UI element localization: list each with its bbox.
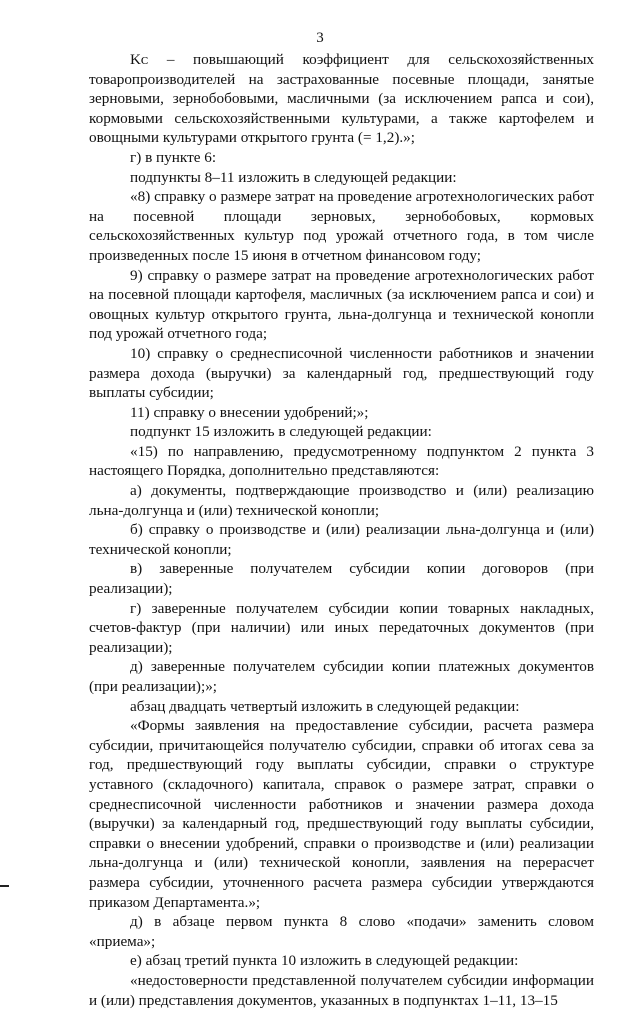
paragraph-item-d: д) в абзаце первом пункта 8 слово «подачи» заменить словом «приема»; — [89, 913, 594, 950]
paragraph-subitem-10: 10) справку о среднесписочной численности работников и значении размера дохода (выручки) за календарный год, предшествующий году выплаты субсидии; — [89, 344, 594, 402]
page-number: 3 — [316, 30, 324, 46]
paragraph-subitem-9: 9) справку о размере затрат на проведение агротехнологических работ на посевной площади картофеля, масличных (за исключением рапса и сои) и овощных культур открытого грунта, льна-долгунца и технической конопли под урожай отчетного года; — [89, 266, 594, 343]
paragraph-abzac-24: абзац двадцать четвертый изложить в следующей редакции: — [130, 697, 520, 715]
paragraph-subitem-15: «15) по направлению, предусмотренному подпунктом 2 пункта 3 настоящего Порядка, дополнительно представляются: — [89, 442, 594, 480]
paragraph-forms: «Формы заявления на предоставление субсидии, расчета размера субсидии, причитающейся получателю субсидии, справки об итогах сева за год, предшествующий году выплаты субсидии, справки о структуре уставного (складочного) капитала, справок о размере затрат, справки о среднесписочной численности работников и значении размера дохода (выручки) за календарный год, предшествующий году выплаты субсидии, справки о внесении удобрений, справки о производстве и (или) реализации льна-долгунца и (или) технической конопли, заявления на перерасчет размера субсидии, уточненного расчета размера субсидии утверждаются приказом Департамента.»; — [89, 717, 594, 911]
paragraph-list-d: д) заверенные получателем субсидии копии платежных документов (при реализации);»; — [89, 658, 594, 695]
scan-edge-mark — [0, 885, 9, 887]
paragraph-list-g: г) заверенные получателем субсидии копии товарных накладных, счетов-фактур (при наличии) или иных передаточных документов (при реализации); — [89, 599, 594, 656]
paragraph-nedostovernosti: «недостоверности представленной получателем субсидии информации и (или) представления документов, указанных в подпунктах 1–11, 13–15 — [89, 971, 594, 1009]
paragraph-item-e: е) абзац третий пункта 10 изложить в следующей редакции: — [130, 952, 519, 970]
paragraph-subitem-8: «8) справку о размере затрат на проведение агротехнологических работ на посевной площади зерновых, зернобобовых, кормовых сельскохозяйственных культур под урожай отчетного года, в том числе произведенных после 15 июня в отчетном финансовом году; — [89, 188, 594, 264]
paragraph-list-b: б) справку о производстве и (или) реализации льна-долгунца и (или) технической конопли; — [89, 521, 594, 558]
paragraph-list-v: в) заверенные получателем субсидии копии договоров (при реализации); — [89, 560, 594, 598]
document-body — [89, 50, 594, 1010]
paragraph-list-a: а) документы, подтверждающие производство и (или) реализацию льна-долгунца и (или) технической конопли; — [89, 482, 594, 519]
paragraph-coefficient-kc: Kᴄ – повышающий коэффициент для сельскохозяйственных товаропроизводителей на застрахованные посевные площади, занятые зерновыми, зернобобовыми, масличными (за исключением рапса и сои), кормовыми сельскохозяйственными культурами, а также картофелем и овощными культурами открытого грунта (= 1,2).»; — [89, 51, 594, 147]
paragraph-item-g: г) в пункте 6: — [130, 148, 217, 166]
paragraph-subitems-8-11: подпункты 8–11 изложить в следующей редакции: — [130, 168, 457, 186]
paragraph-subitem-15-intro: подпункт 15 изложить в следующей редакции: — [130, 423, 432, 441]
paragraph-subitem-11: 11) справку о внесении удобрений;»; — [130, 403, 369, 421]
